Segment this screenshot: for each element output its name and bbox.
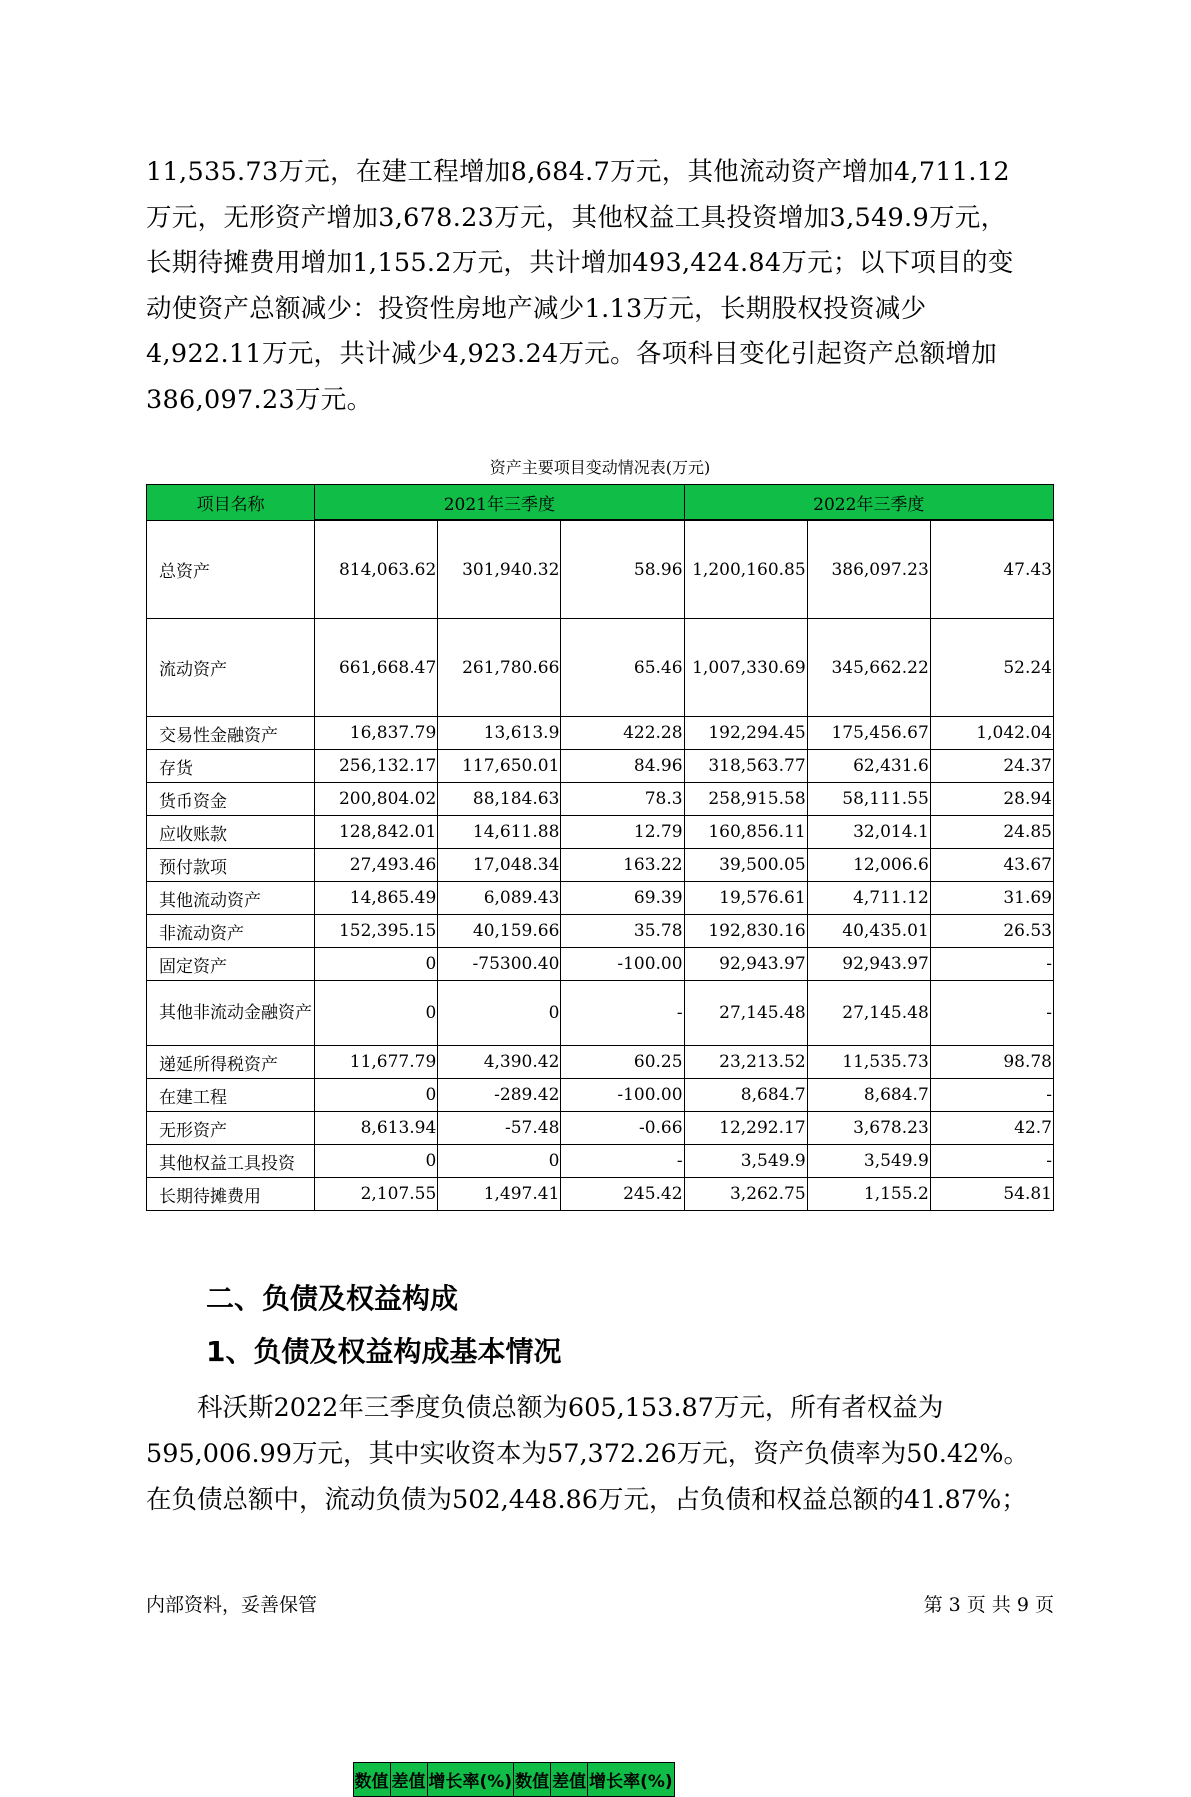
row-cell: 31.69 (930, 882, 1053, 915)
subheader-value: 数值 (514, 1762, 551, 1796)
row-cell: 8,684.7 (684, 1079, 807, 1112)
row-item-name: 其他非流动金融资产 (147, 981, 315, 1046)
row-cell: 2,107.55 (315, 1178, 438, 1211)
row-cell: 258,915.58 (684, 783, 807, 816)
row-cell: 12.79 (561, 816, 684, 849)
intro-line: 386,097.23万元。 (146, 384, 373, 415)
row-cell: 386,097.23 (807, 521, 930, 619)
row-cell: 42.7 (930, 1112, 1053, 1145)
row-cell: 43.67 (930, 849, 1053, 882)
row-cell: 92,943.97 (807, 948, 930, 981)
row-item-name: 无形资产 (147, 1112, 315, 1145)
row-cell: 27,493.46 (315, 849, 438, 882)
table-row (147, 619, 1054, 717)
row-cell: -57.48 (438, 1112, 561, 1145)
row-cell: 163.22 (561, 849, 684, 882)
row-item-name: 非流动资产 (147, 915, 315, 948)
row-cell: 3,262.75 (684, 1178, 807, 1211)
row-item-name: 固定资产 (147, 948, 315, 981)
row-cell: 200,804.02 (315, 783, 438, 816)
row-cell: 192,294.45 (684, 717, 807, 750)
subheader-diff: 差值 (390, 1762, 427, 1796)
row-cell: 60.25 (561, 1046, 684, 1079)
footer-page-number: 第 3 页 共 9 页 (923, 1594, 1054, 1616)
intro-line: 长期待摊费用增加1,155.2万元，共计增加493,424.84万元；以下项目的变 (146, 248, 1014, 278)
row-cell: 13,613.9 (438, 717, 561, 750)
row-cell: - (930, 948, 1053, 981)
subheader-diff: 差值 (551, 1762, 588, 1796)
row-cell: 814,063.62 (315, 521, 438, 619)
body-line: 595,006.99万元，其中实收资本为57,372.26万元，资产负债率为50.42%。 (146, 1439, 1030, 1469)
row-cell: 69.39 (561, 882, 684, 915)
table-row (147, 1046, 1054, 1079)
row-item-name: 交易性金融资产 (147, 717, 315, 750)
header-period-2021: 2021年三季度 (315, 485, 684, 520)
row-cell: -75300.40 (438, 948, 561, 981)
row-cell: 661,668.47 (315, 619, 438, 717)
row-cell: 301,940.32 (438, 521, 561, 619)
intro-line: 4,922.11万元，共计减少4,923.24万元。各项科目变化引起资产总额增加 (146, 339, 998, 369)
subheader-growth: 增长率(%) (427, 1762, 514, 1796)
row-cell: 345,662.22 (807, 619, 930, 717)
row-item-name: 其他流动资产 (147, 882, 315, 915)
row-cell: 47.43 (930, 521, 1053, 619)
row-cell: 261,780.66 (438, 619, 561, 717)
row-cell: 12,006.6 (807, 849, 930, 882)
row-cell: 24.37 (930, 750, 1053, 783)
row-cell: 3,678.23 (807, 1112, 930, 1145)
table-row (147, 849, 1054, 882)
row-cell: 1,007,330.69 (684, 619, 807, 717)
row-cell: 3,549.9 (807, 1145, 930, 1178)
row-item-name: 在建工程 (147, 1079, 315, 1112)
row-cell: 62,431.6 (807, 750, 930, 783)
row-cell: 160,856.11 (684, 816, 807, 849)
row-cell: 8,613.94 (315, 1112, 438, 1145)
row-cell: 19,576.61 (684, 882, 807, 915)
row-cell: - (930, 1079, 1053, 1112)
row-cell: 318,563.77 (684, 750, 807, 783)
row-cell: 65.46 (561, 619, 684, 717)
row-cell: 40,159.66 (438, 915, 561, 948)
row-cell: 84.96 (561, 750, 684, 783)
row-cell: 0 (315, 1079, 438, 1112)
row-cell: 1,155.2 (807, 1178, 930, 1211)
row-cell: 98.78 (930, 1046, 1053, 1079)
row-cell: 1,497.41 (438, 1178, 561, 1211)
row-cell: 175,456.67 (807, 717, 930, 750)
row-cell: 6,089.43 (438, 882, 561, 915)
row-cell: 52.24 (930, 619, 1053, 717)
row-item-name: 货币资金 (147, 783, 315, 816)
row-cell: 245.42 (561, 1178, 684, 1211)
table-row (147, 882, 1054, 915)
row-cell: 4,390.42 (438, 1046, 561, 1079)
subsection-heading: 1、负债及权益构成基本情况 (206, 1335, 562, 1368)
row-cell: 117,650.01 (438, 750, 561, 783)
table-row (147, 915, 1054, 948)
header-item-name: 项目名称 (147, 485, 315, 521)
table-row (147, 816, 1054, 849)
row-cell: 58,111.55 (807, 783, 930, 816)
row-cell: 35.78 (561, 915, 684, 948)
row-item-name: 应收账款 (147, 816, 315, 849)
row-cell: 28.94 (930, 783, 1053, 816)
intro-line: 万元，无形资产增加3,678.23万元，其他权益工具投资增加3,549.9万元， (146, 202, 1007, 233)
row-cell: 4,711.12 (807, 882, 930, 915)
table-row (147, 1178, 1054, 1211)
row-item-name: 流动资产 (147, 619, 315, 717)
row-cell: 128,842.01 (315, 816, 438, 849)
table-row (147, 783, 1054, 816)
table-row (147, 948, 1054, 981)
body-line: 在负债总额中，流动负债为502,448.86万元，占负债和权益总额的41.87%； (146, 1485, 1027, 1515)
section-heading: 二、负债及权益构成 (206, 1282, 459, 1315)
row-cell: 16,837.79 (315, 717, 438, 750)
row-cell: 54.81 (930, 1178, 1053, 1211)
row-cell: 39,500.05 (684, 849, 807, 882)
row-item-name: 存货 (147, 750, 315, 783)
intro-line: 11,535.73万元，在建工程增加8,684.7万元，其他流动资产增加4,711.12 (146, 157, 1010, 187)
row-cell: 12,292.17 (684, 1112, 807, 1145)
row-cell: 0 (438, 1145, 561, 1178)
row-cell: - (561, 1145, 684, 1178)
row-cell: 88,184.63 (438, 783, 561, 816)
row-cell: - (930, 1145, 1053, 1178)
row-cell: 26.53 (930, 915, 1053, 948)
row-cell: - (561, 981, 684, 1046)
row-cell: 0 (315, 981, 438, 1046)
row-cell: 11,677.79 (315, 1046, 438, 1079)
table-row (147, 717, 1054, 750)
row-item-name: 预付款项 (147, 849, 315, 882)
row-cell: 0 (438, 981, 561, 1046)
row-cell: 152,395.15 (315, 915, 438, 948)
intro-line: 动使资产总额减少：投资性房地产减少1.13万元，长期股权投资减少 (146, 293, 927, 324)
row-cell: 1,200,160.85 (684, 521, 807, 619)
row-cell: 17,048.34 (438, 849, 561, 882)
row-cell: 8,684.7 (807, 1079, 930, 1112)
table-row (147, 750, 1054, 783)
table-body (147, 521, 1054, 1211)
subheader-growth: 增长率(%) (588, 1762, 675, 1796)
row-cell: 1,042.04 (930, 717, 1053, 750)
row-cell: 58.96 (561, 521, 684, 619)
row-cell: -289.42 (438, 1079, 561, 1112)
row-cell: 32,014.1 (807, 816, 930, 849)
row-item-name: 其他权益工具投资 (147, 1145, 315, 1178)
table-row (147, 981, 1054, 1046)
intro-paragraph (146, 150, 1046, 423)
row-cell: 3,549.9 (684, 1145, 807, 1178)
row-cell: 27,145.48 (807, 981, 930, 1046)
row-cell: 0 (315, 948, 438, 981)
row-item-name: 总资产 (147, 521, 315, 619)
row-cell: 40,435.01 (807, 915, 930, 948)
footer-confidential-note: 内部资料，妥善保管 (146, 1594, 318, 1616)
row-cell: - (930, 981, 1053, 1046)
row-cell: 14,611.88 (438, 816, 561, 849)
row-item-name: 长期待摊费用 (147, 1178, 315, 1211)
body-line: 科沃斯2022年三季度负债总额为605,153.87万元，所有者权益为 (146, 1393, 944, 1423)
row-cell: 0 (315, 1145, 438, 1178)
subheader-value: 数值 (353, 1762, 390, 1796)
table-row (147, 1145, 1054, 1178)
table-caption: 资产主要项目变动情况表(万元) (489, 458, 711, 477)
row-cell: 92,943.97 (684, 948, 807, 981)
row-cell: 14,865.49 (315, 882, 438, 915)
table-row (147, 1079, 1054, 1112)
row-cell: 23,213.52 (684, 1046, 807, 1079)
table-row (147, 521, 1054, 619)
row-cell: -100.00 (561, 1079, 684, 1112)
row-cell: 24.85 (930, 816, 1053, 849)
row-item-name: 递延所得税资产 (147, 1046, 315, 1079)
row-cell: 422.28 (561, 717, 684, 750)
row-cell: 11,535.73 (807, 1046, 930, 1079)
row-cell: 192,830.16 (684, 915, 807, 948)
body-paragraph (146, 1385, 1076, 1523)
header-period-2022: 2022年三季度 (684, 485, 1053, 520)
table-row (147, 1112, 1054, 1145)
row-cell: -100.00 (561, 948, 684, 981)
row-cell: 27,145.48 (684, 981, 807, 1046)
row-cell: -0.66 (561, 1112, 684, 1145)
row-cell: 256,132.17 (315, 750, 438, 783)
row-cell: 78.3 (561, 783, 684, 816)
